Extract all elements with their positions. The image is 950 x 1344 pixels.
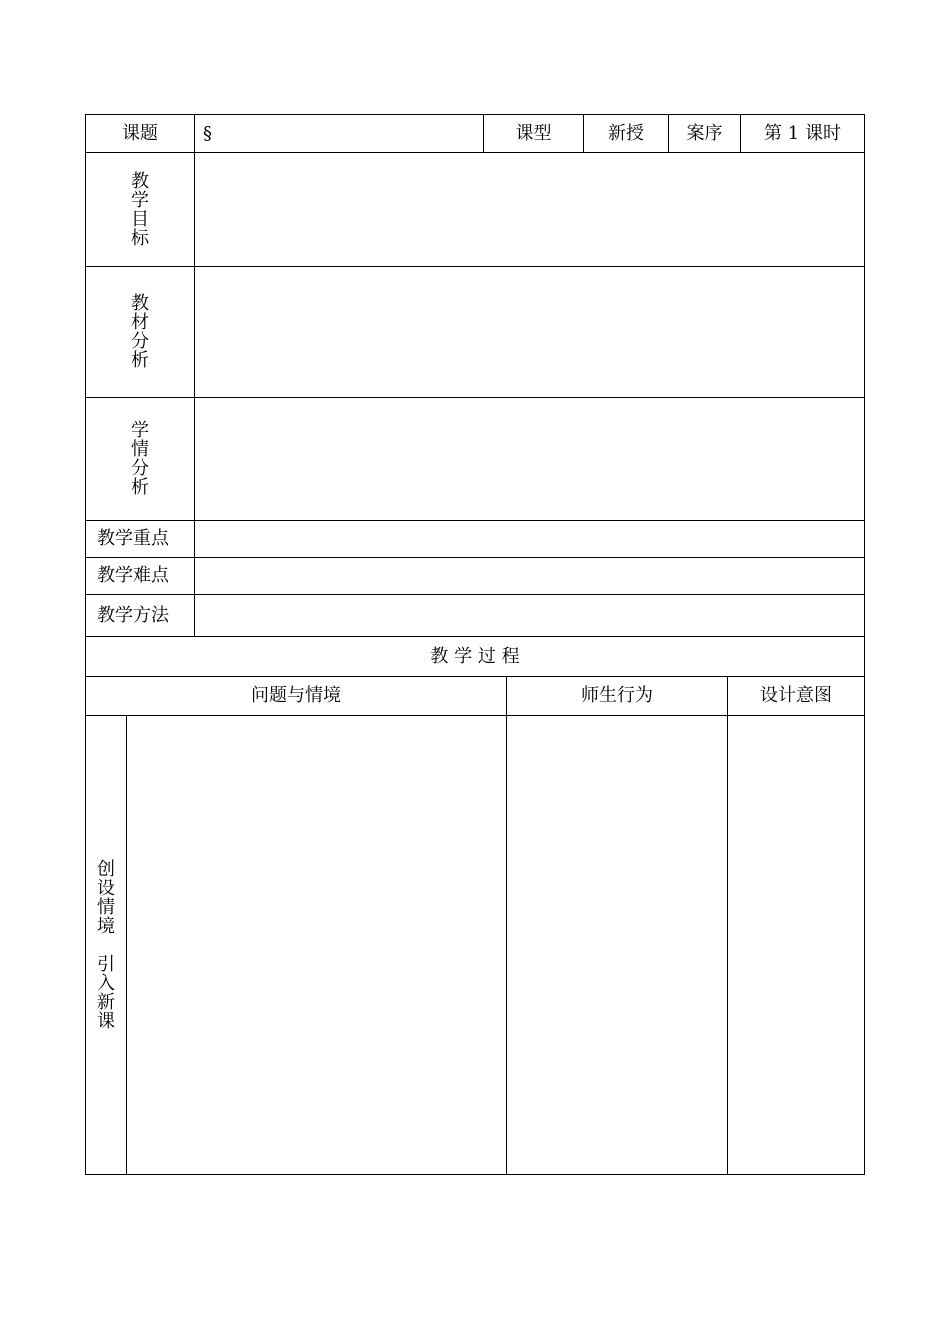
difficulties-content[interactable] (195, 558, 864, 594)
objectives-content[interactable] (195, 153, 864, 266)
topic-label: 课题 (122, 122, 158, 144)
column-header-behavior: 师生行为 (581, 685, 653, 706)
process-title: 教 学 过 程 (430, 645, 520, 667)
case-order-label: 案序 (686, 122, 723, 144)
problem-content[interactable] (127, 716, 506, 1174)
topic-value[interactable]: § (203, 122, 212, 144)
key-points-content[interactable] (195, 521, 864, 557)
difficulties-label: 教学难点 (97, 565, 169, 586)
material-analysis-label-text: 教材分析 (131, 293, 149, 371)
table-border-bottom (85, 1174, 865, 1175)
stage-label-part-1: 创设情境 (97, 858, 115, 937)
objectives-label-text: 教学目标 (131, 170, 149, 249)
stage-label (86, 716, 126, 1174)
learner-analysis-content[interactable] (195, 398, 864, 520)
learner-analysis-label-text: 学情分析 (131, 420, 149, 498)
table-border-right (864, 114, 865, 1175)
behavior-content[interactable] (507, 716, 727, 1174)
stage-label-part-2: 引入新课 (97, 953, 115, 1032)
material-analysis-label (86, 267, 194, 397)
column-header-problem: 问题与情境 (251, 685, 341, 706)
lesson-type-value[interactable]: 新授 (608, 122, 644, 144)
lesson-type-label: 课型 (515, 122, 552, 144)
case-order-value[interactable]: 第 1 课时 (764, 122, 841, 144)
methods-label: 教学方法 (97, 604, 169, 626)
objectives-label (86, 153, 194, 266)
learner-analysis-label (86, 398, 194, 520)
column-header-intent: 设计意图 (760, 685, 832, 706)
key-points-label: 教学重点 (97, 528, 169, 549)
intent-content[interactable] (728, 716, 864, 1174)
material-analysis-content[interactable] (195, 267, 864, 397)
methods-content[interactable] (195, 595, 864, 636)
